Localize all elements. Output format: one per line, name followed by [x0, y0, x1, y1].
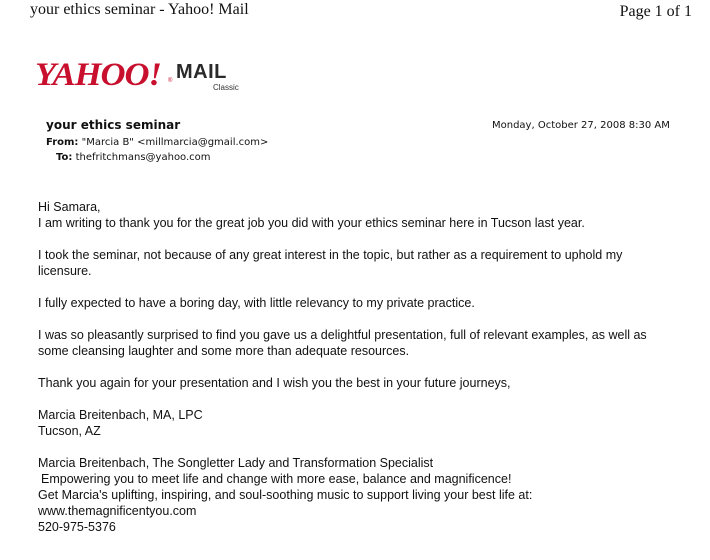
to-value: thefritchmans@yahoo.com: [75, 152, 211, 163]
signature-name: Marcia Breitenbach, MA, LPC: [38, 408, 203, 422]
print-header-title: your ethics seminar - Yahoo! Mail: [30, 1, 249, 18]
logo-classic-text: Classic: [213, 83, 239, 92]
message-date: Monday, October 27, 2008 8:30 AM: [492, 120, 670, 131]
email-signature-tagline: Empowering you to meet life and change with more ease, balance and magnificence!: [41, 472, 512, 486]
paragraph-surprise-line2: some cleansing laughter and some more than adequate resources.: [38, 344, 410, 358]
paragraph-seminar-line1: I took the seminar, not because of any great interest in the topic, but rather as a requirement to uphold my: [38, 248, 623, 262]
email-signature-phone: 520-975-5376: [38, 520, 116, 534]
from-value: "Marcia B" <millmarcia@gmail.com>: [81, 137, 269, 148]
paragraph-seminar: [38, 247, 678, 279]
to-row: [56, 152, 211, 163]
from-row: [46, 137, 268, 148]
logo-yahoo-text: YAHOO!: [35, 57, 161, 93]
paragraph-expectation: I fully expected to have a boring day, with little relevancy to my private practice.: [38, 296, 475, 310]
page-number: Page 1 of 1: [619, 3, 692, 20]
message-subject: your ethics seminar: [46, 118, 181, 132]
paragraph-seminar-line2: licensure.: [38, 264, 92, 278]
email-signature-title: Marcia Breitenbach, The Songletter Lady and Transformation Specialist: [38, 456, 434, 470]
message-body: [38, 199, 678, 551]
from-label: From:: [46, 137, 79, 148]
greeting: Hi Samara,: [38, 200, 101, 214]
paragraph-thanks: I am writing to thank you for the great job you did with your ethics seminar here in Tucson last year.: [38, 216, 585, 230]
email-signature: [38, 455, 678, 535]
logo-mail-text: MAIL: [176, 61, 227, 83]
logo-registered-mark: ®: [168, 78, 173, 84]
paragraph-closing: Thank you again for your presentation and I wish you the best in your future journeys,: [38, 376, 511, 390]
paragraph-surprise-line1: I was so pleasantly surprised to find you gave us a delightful presentation, full of relevant examples, as well as: [38, 328, 647, 342]
email-signature-url: www.themagnificentyou.com: [38, 504, 197, 518]
paragraph-surprise: [38, 327, 678, 359]
signature: [38, 407, 678, 439]
email-signature-promo: Get Marcia's uplifting, inspiring, and soul-soothing music to support living your best life at:: [38, 488, 533, 502]
signature-city: Tucson, AZ: [38, 424, 101, 438]
to-label: To:: [56, 152, 73, 163]
